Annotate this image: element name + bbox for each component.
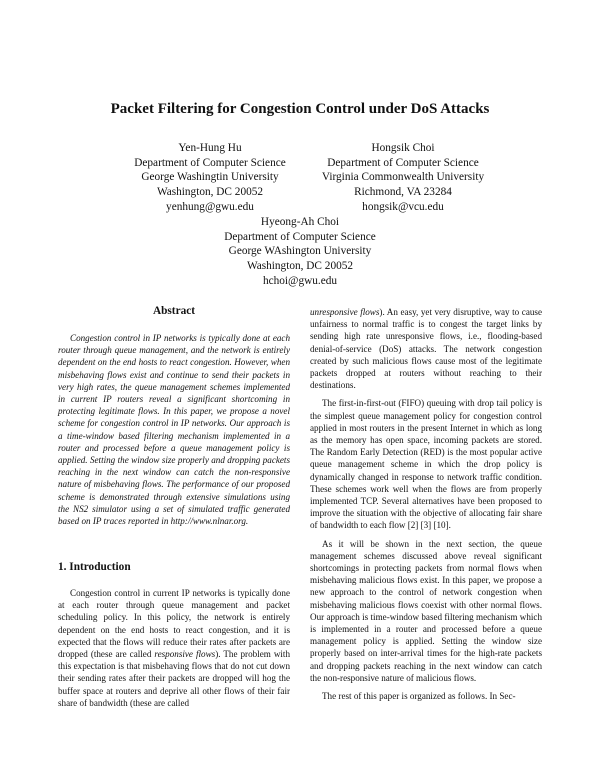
- author-name: Hongsik Choi: [371, 142, 435, 154]
- author-email: hongsik@vcu.edu: [362, 200, 444, 213]
- author-university: Virginia Commonwealth University: [321, 171, 485, 184]
- right-paragraph-3: As it will be shown in the next section, the queue management schemes discussed above reveal significant shortcomings in protecting packets from normal flows when misbehaving malicious flows exist. In this paper, we propose a new approach to the control of network congestion when misbehaving malicious flows coexist with other normal flows. Our approach is time-window based filtering mechanism which is implemented in a router and processed before a queue management policy is applied. Setting the window size properly based on inter-arrival times for the high-rate packets and dropping packets reaching in the next window can catch the non-responsive nature of malicious flows.: [310, 538, 542, 683]
- abstract-body: [58, 332, 290, 527]
- right-emphasis: unresponsive flows: [310, 307, 380, 317]
- right-paragraph-2: The first-in-first-out (FIFO) queuing with drop tail policy is the simplest queue management policy for congestion control applied in most routers in the present Internet in which as long as the memory has open space, incoming packets are stored. The Random Early Detection (RED) is the most popular active queue management scheme in which the drop policy is dynamically changed in response to network traffic condition. These schemes work well when the flows are from properly implemented TCP. Several alternatives have been proposed to improve the situation with the objective of allocating fair share of bandwidth to each flow [2] [3] [10].: [310, 398, 542, 531]
- intro-paragraph-1: [58, 587, 290, 709]
- introduction-heading: 1. Introduction: [58, 561, 131, 573]
- author-email: yenhung@gwu.edu: [166, 200, 254, 213]
- author-name: Yen-Hung Hu: [178, 142, 242, 154]
- intro-text-a: Congestion control in current IP networks is typically done at each router through queue management and packet scheduling policy. In this policy, the network is entirely dependent on the end hosts to react congestion, and it is expected that the flows will reduce their rates after packets are dropped (these are called: [58, 588, 290, 660]
- author-university: George Washingtin University: [141, 171, 279, 184]
- author-block-2: [283, 141, 523, 215]
- author-department: Department of Computer Science: [134, 156, 286, 169]
- author-department: Department of Computer Science: [327, 156, 479, 169]
- author-department: Department of Computer Science: [224, 230, 376, 243]
- right-text: ). An easy, yet very disruptive, way to cause unfairness to normal traffic is to congest the target links by sending high rate unresponsive flows, i.e., flooding-based denial-of-service (DoS) attacks. The network congestion created by such malicious flows cause most of the legitimate packets dropped at routers without reaching to their destinations.: [310, 307, 542, 391]
- intro-emphasis: responsive flows: [154, 649, 216, 660]
- author-city: Richmond, VA 23284: [354, 186, 452, 199]
- author-university: George WAshington University: [228, 245, 372, 258]
- right-paragraph-4: The rest of this paper is organized as follows. In Sec-: [322, 691, 516, 702]
- paper-title: Packet Filtering for Congestion Control under DoS Attacks: [110, 101, 490, 117]
- abstract-text: Congestion control in IP networks is typically done at each router through queue management, and the network is entirely dependent on the end hosts to react congestion. However, when misbehaving flows exist and continue to send their packets in very high rates, the queue management schemes implemented in current IP routers reveal a significant shortcoming in protecting legitimate flows. In this paper, we propose a novel scheme for congestion control in IP networks. Our approach is a time-window based filtering mechanism implemented in a router and processed before a queue management policy is applied. Setting the window size properly and dropping packets reaching in the next window can catch the non-responsive nature of misbehaving flows. The performance of our proposed scheme is demonstrated through extensive simulations using the NS2 simulator using a set of simulated traffic generated based on IP traces reported in http://www.nlnar.org.: [58, 333, 290, 527]
- introduction-body: [58, 587, 290, 709]
- author-name: Hyeong-Ah Choi: [260, 216, 340, 228]
- author-city: Washington, DC 20052: [246, 260, 354, 273]
- abstract-heading: Abstract: [152, 305, 196, 317]
- intro-text-b: ). The problem with this expectation is that misbehaving flows that do not cut down their sending rates after their packets are dropped will hog the buffer space at routers and deprive all other flows of their fair share of bandwidth (these are called: [58, 649, 290, 708]
- author-email: hchoi@gwu.edu: [262, 274, 338, 287]
- right-paragraph-1: [310, 306, 542, 391]
- author-city: Washington, DC 20052: [156, 186, 264, 199]
- author-block-3: [170, 215, 430, 289]
- right-column-body: [310, 306, 542, 702]
